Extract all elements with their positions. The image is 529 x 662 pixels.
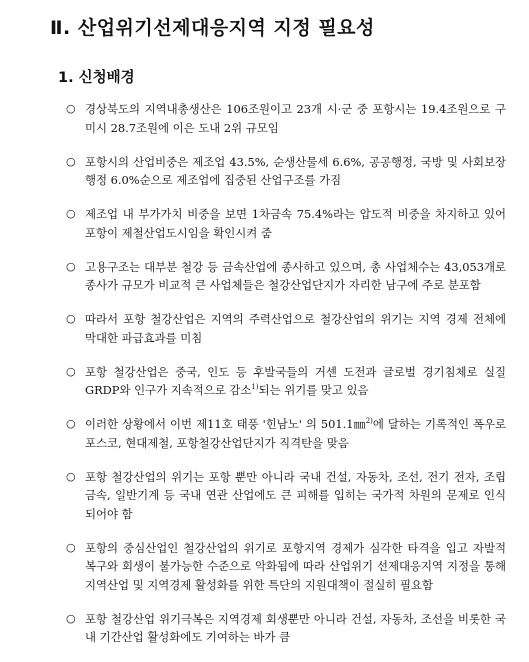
bullet-item: [66, 610, 506, 647]
bullet-item: [66, 310, 506, 347]
bullet-text: [85, 363, 506, 400]
bullet-text: 따라서 포항 철강산업은 지역의 주력산업으로 철강산업의 위기는 지역 경제 전체에 막대한 파급효과를 미침: [85, 312, 506, 345]
section-title: 1. 신청배경: [58, 70, 135, 86]
bullet-text-part: 포항 철강산업은 중국, 인도 등 후발국들의 거센 도전과 글로벌 경기침체로 실질 GRDP와 인구가 지속적으로 감소: [85, 364, 506, 397]
chapter-title: Ⅱ. 산업위기선제대응지역 지정 필요성: [50, 17, 375, 39]
bullet-circle-icon: ○: [66, 611, 76, 625]
bullet-text-part: 에 달하는 기록적인 폭우로 포스코, 현대제철, 포항철강산업단지가 직격탄을 맞음: [85, 417, 506, 450]
bullet-text: 포항시의 산업비중은 제조업 43.5%, 순생산물세 6.6%, 공공행정, 국방 및 사회보장행정 6.0%순으로 제조업에 집중된 산업구조를 가짐: [85, 154, 506, 187]
footnote-ref: 2): [365, 417, 373, 426]
bullet-circle-icon: ○: [66, 259, 76, 273]
bullet-text: 포항 철강산업의 위기는 포항 뿐만 아니라 국내 건설, 자동차, 조선, 전기 전자, 조립금속, 일반기계 등 국내 연관 산업에도 큰 피해를 입히는 국가적 차원의 문제로 인식되어야 함: [85, 469, 506, 521]
bullet-item: [66, 363, 506, 400]
bullet-item: [66, 468, 506, 524]
bullet-circle-icon: ○: [66, 540, 76, 554]
bullet-item: [66, 205, 506, 242]
bullet-list: [66, 100, 506, 662]
bullet-item: [66, 100, 506, 137]
bullet-item: [66, 153, 506, 190]
bullet-text: 포항 철강산업 위기극복은 지역경제 회생뿐만 아니라 건설, 자동차, 조선을 비롯한 국내 기간산업 활성화에도 기여하는 바가 큼: [85, 611, 506, 644]
bullet-text: 고용구조는 대부분 철강 등 금속산업에 종사하고 있으며, 총 사업체수는 43,053개로 종사가 규모가 비교적 큰 사업체들은 철강산업단지가 자리한 남구에 주로 분포함: [85, 259, 506, 292]
bullet-circle-icon: ○: [66, 469, 76, 483]
bullet-text: 경상북도의 지역내총생산은 106조원이고 23개 시·군 중 포항시는 19.4조원으로 구미시 28.7조원에 이은 도내 2위 규모임: [85, 102, 506, 135]
bullet-item: [66, 539, 506, 595]
bullet-circle-icon: ○: [66, 154, 76, 168]
bullet-item: [66, 415, 506, 452]
bullet-item: [66, 258, 506, 295]
bullet-text: 포항의 중심산업인 철강산업의 위기로 포항지역 경제가 심각한 타격을 입고 자발적 복구와 회생이 불가능한 수준으로 악화됨에 따라 산업위기 선제대응지역 지정을 통해 지역산업 및 지역경제 활성화를 위한 특단의 지원대책이 절실히 필요함: [85, 540, 506, 592]
bullet-text: 제조업 내 부가가치 비중을 보면 1차금속 75.4%라는 압도적 비중을 차지하고 있어 포항이 제철산업도시임을 확인시켜 줌: [85, 207, 506, 240]
bullet-circle-icon: ○: [66, 207, 76, 220]
bullet-circle-icon: ○: [66, 102, 76, 115]
bullet-text-part: 이러한 상황에서 이번 제11호 태풍 '힌남노' 의 501.1㎜: [85, 417, 366, 431]
bullet-circle-icon: ○: [66, 364, 76, 378]
bullet-text: [85, 415, 506, 452]
bullet-circle-icon: ○: [66, 417, 76, 430]
bullet-circle-icon: ○: [66, 312, 76, 325]
footnote-ref: 1): [251, 383, 259, 392]
bullet-text-part: 되는 위기를 맞고 있음: [258, 383, 369, 397]
